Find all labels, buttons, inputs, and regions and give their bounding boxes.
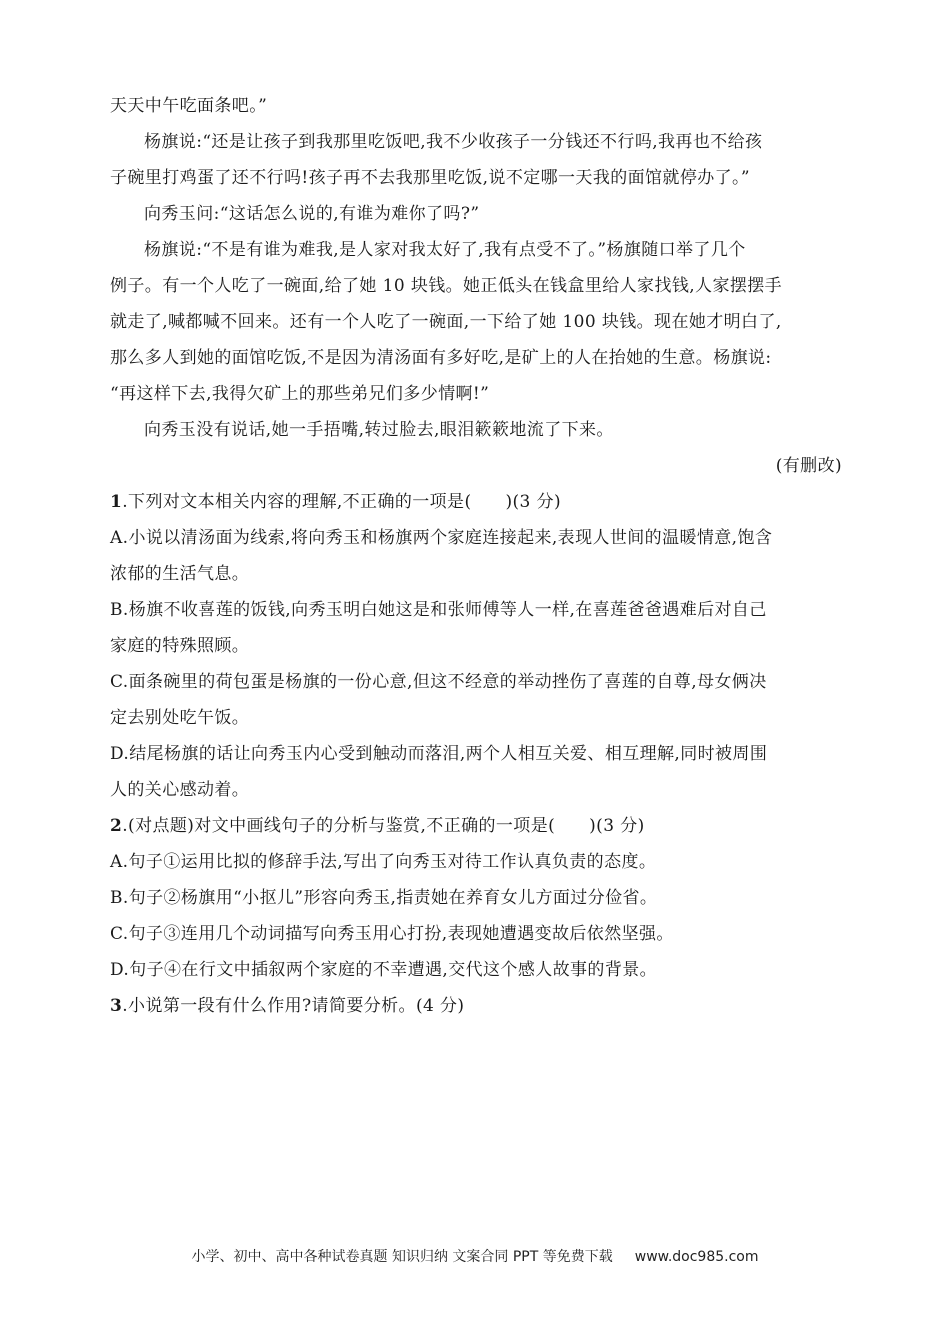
question-points: )(3 分) <box>589 816 645 836</box>
q1-option-d: D.结尾杨旗的话让向秀玉内心受到触动而落泪,两个人相互关爱、相互理解,同时被周围 <box>110 744 768 764</box>
passage-line: 子碗里打鸡蛋了还不行吗!孩子再不去我那里吃饭,说不定哪一天我的面馆就停办了。” <box>110 168 751 188</box>
question-number: 3 <box>110 996 123 1016</box>
passage-line: 向秀玉没有说话,她一手捂嘴,转过脸去,眼泪簌簌地流了下来。 <box>144 420 614 440</box>
question-text: .下列对文本相关内容的理解,不正确的一项是( <box>122 492 472 512</box>
question-text: .小说第一段有什么作用?请简要分析。(4 分) <box>122 996 465 1016</box>
question-3-stem <box>110 988 842 1024</box>
question-text: .(对点题)对文中画线句子的分析与鉴赏,不正确的一项是( <box>122 816 556 836</box>
passage-line: 就走了,喊都喊不回来。还有一个人吃了一碗面,一下给了她 100 块钱。现在她才明白了, <box>110 312 782 332</box>
passage-line: 那么多人到她的面馆吃饭,不是因为清汤面有多好吃,是矿上的人在抬她的生意。杨旗说: <box>110 348 772 368</box>
passage-line: 例子。有一个人吃了一碗面,给了她 10 块钱。她正低头在钱盒里给人家找钱,人家摆摆手 <box>110 276 783 296</box>
q1-option-b-cont: 家庭的特殊照顾。 <box>110 636 250 656</box>
passage-line: 杨旗说:“还是让孩子到我那里吃饭吧,我不少收孩子一分钱还不行吗,我再也不给孩 <box>144 132 763 152</box>
question-points: )(3 分) <box>505 492 562 512</box>
q2-option-c: C.句子③连用几个动词描写向秀玉用心打扮,表现她遭遇变故后依然坚强。 <box>110 924 674 944</box>
q1-option-c: C.面条碗里的荷包蛋是杨旗的一份心意,但这不经意的举动挫伤了喜莲的自尊,母女俩决 <box>110 672 767 692</box>
q1-option-a-cont: 浓郁的生活气息。 <box>110 564 250 584</box>
q2-option-b: B.句子②杨旗用“小抠儿”形容向秀玉,指责她在养育女儿方面过分俭省。 <box>110 888 658 908</box>
question-1-stem <box>110 484 842 520</box>
passage-line: “再这样下去,我得欠矿上的那些弟兄们多少情啊!” <box>110 384 490 404</box>
question-number: 2 <box>110 816 123 836</box>
q2-option-a: A.句子①运用比拟的修辞手法,写出了向秀玉对待工作认真负责的态度。 <box>110 852 657 872</box>
question-2-stem <box>110 808 842 844</box>
passage-line: 杨旗说:“不是有谁为难我,是人家对我太好了,我有点受不了。”杨旗随口举了几个 <box>144 240 746 260</box>
q1-option-a: A.小说以清汤面为线索,将向秀玉和杨旗两个家庭连接起来,表现人世间的温暖情意,饱含 <box>110 528 773 548</box>
passage-line: 向秀玉问:“这话怎么说的,有谁为难你了吗?” <box>144 204 480 224</box>
source-note: (有删改) <box>775 456 842 476</box>
q1-option-d-cont: 人的关心感动着。 <box>110 780 250 800</box>
passage-line: 天天中午吃面条吧。” <box>110 96 268 116</box>
document-page <box>110 88 842 1024</box>
footer-text: 小学、初中、高中各种试卷真题 知识归纳 文案合同 PPT 等免费下载 <box>191 1249 613 1265</box>
question-number: 1 <box>110 492 123 512</box>
footer-link[interactable]: www.doc985.com <box>634 1249 759 1265</box>
q1-option-b: B.杨旗不收喜莲的饭钱,向秀玉明白她这是和张师傅等人一样,在喜莲爸爸遇难后对自己 <box>110 600 767 620</box>
page-footer <box>0 1246 950 1266</box>
q1-option-c-cont: 定去别处吃午饭。 <box>110 708 250 728</box>
q2-option-d: D.句子④在行文中插叙两个家庭的不幸遭遇,交代这个感人故事的背景。 <box>110 960 658 980</box>
